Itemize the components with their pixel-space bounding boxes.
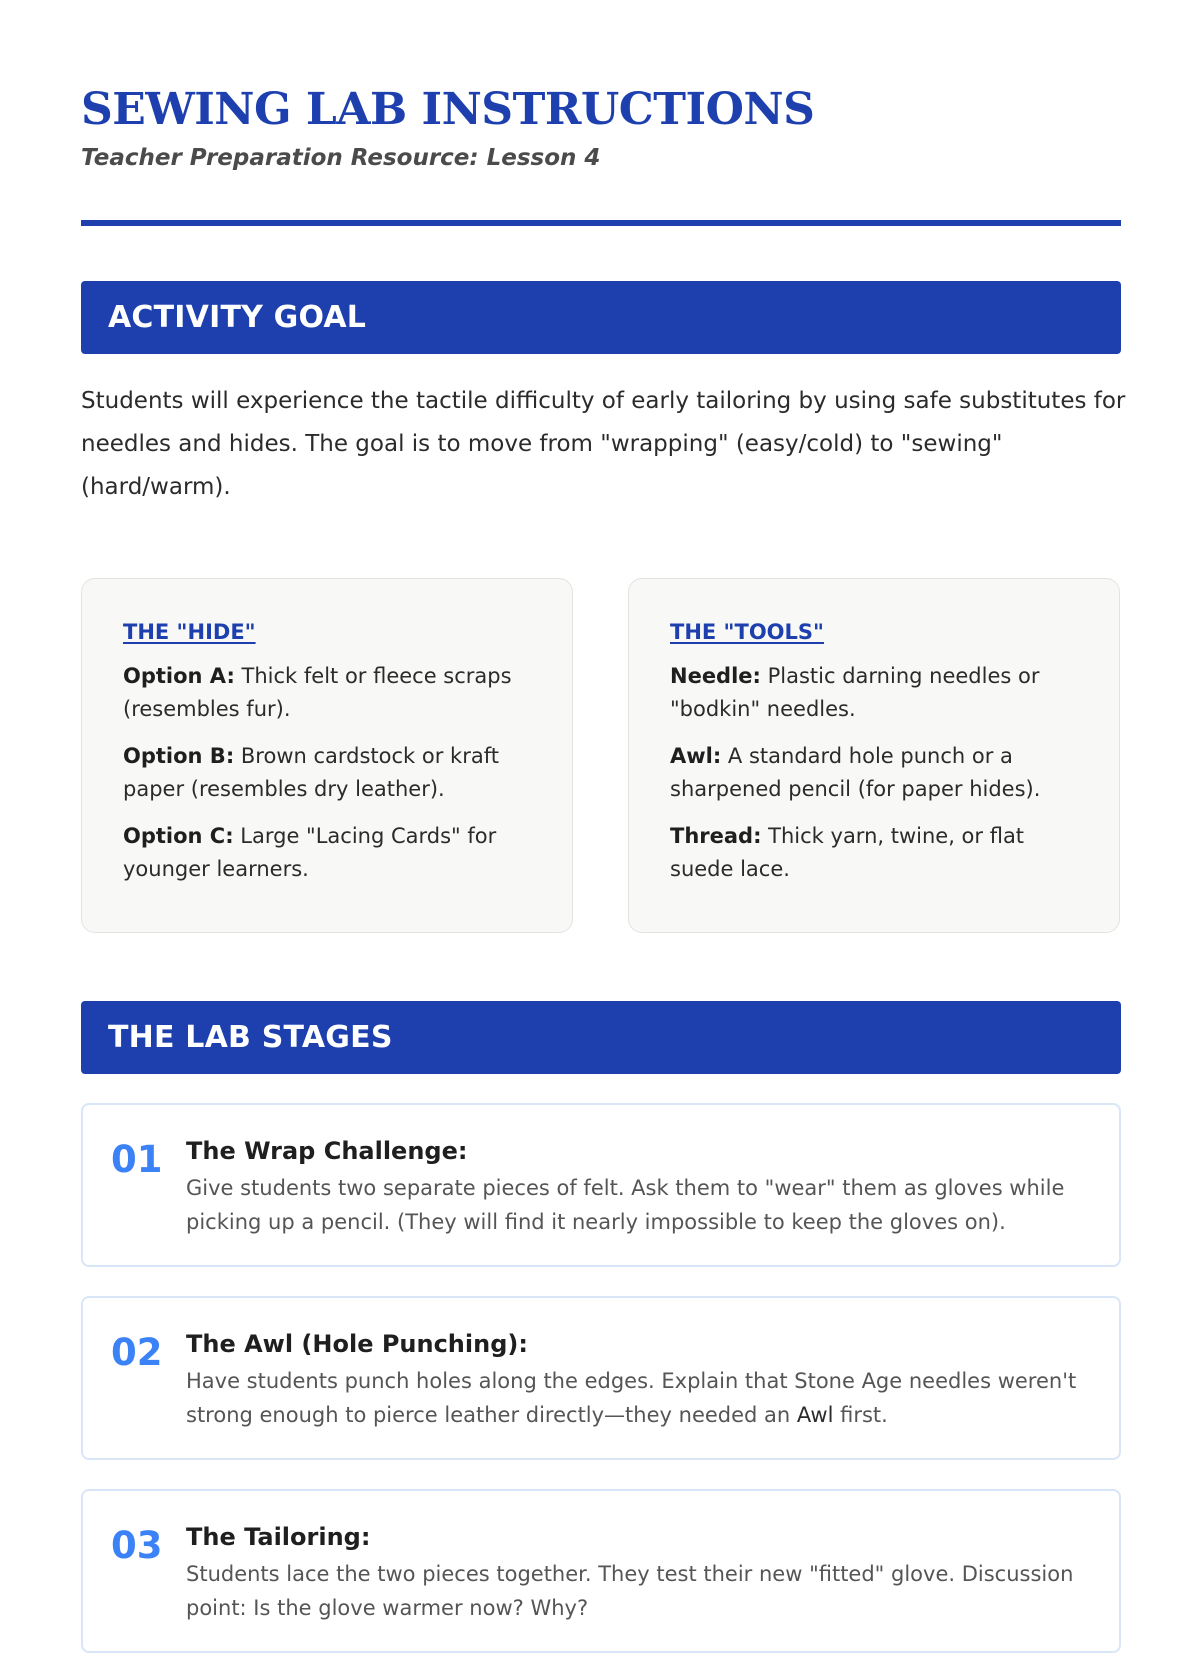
material-item — [123, 820, 534, 886]
stage-title: The Wrap Challenge: — [186, 1137, 468, 1165]
page-subtitle: Teacher Preparation Resource: Lesson 4 — [81, 145, 601, 171]
stage-card — [81, 1296, 1121, 1460]
stage-number: 03 — [111, 1524, 163, 1567]
section-heading: ACTIVITY GOAL — [108, 300, 367, 335]
material-item — [123, 740, 534, 806]
stage-body — [186, 1523, 1086, 1625]
material-item — [670, 820, 1081, 886]
material-description: Large "Lacing Cards" for younger learners. — [123, 824, 497, 881]
stage-number: 01 — [111, 1138, 163, 1181]
stage-body — [186, 1330, 1086, 1432]
material-description: Thick yarn, twine, or flat suede lace. — [670, 824, 1025, 881]
material-item — [123, 660, 534, 726]
material-label: Option B: — [123, 744, 235, 768]
material-label: Needle: — [670, 664, 761, 688]
stage-description: Students lace the two pieces together. They test their new "fitted" glove. Discussion point: Is the glove warmer now? Why? — [186, 1562, 1074, 1620]
material-description: Brown cardstock or kraft paper (resembles dry leather). — [123, 744, 499, 801]
stage-emphasis: Awl — [796, 1403, 834, 1427]
tools-materials-card — [628, 578, 1120, 933]
material-label: Thread: — [670, 824, 762, 848]
stage-title: The Awl (Hole Punching): — [186, 1330, 528, 1358]
hide-materials-card — [81, 578, 573, 933]
material-description: A standard hole punch or a sharpened pencil (for paper hides). — [670, 744, 1041, 801]
stage-description: Give students two separate pieces of felt. Ask them to "wear" them as gloves while picking up a pencil. (They will find it nearly impossible to keep the gloves on). — [186, 1176, 1065, 1234]
material-description: Plastic darning needles or "bodkin" needles. — [670, 664, 1040, 721]
card-heading: THE "TOOLS" — [670, 620, 824, 644]
activity-goal-header — [81, 281, 1121, 354]
stage-number: 02 — [111, 1331, 163, 1374]
stage-title: The Tailoring: — [186, 1523, 371, 1551]
material-item — [670, 660, 1081, 726]
title-divider — [81, 220, 1121, 226]
lab-stages-header — [81, 1001, 1121, 1074]
stage-card — [81, 1103, 1121, 1267]
stage-description-text: first. — [833, 1403, 888, 1427]
stage-body — [186, 1137, 1086, 1239]
card-heading: THE "HIDE" — [123, 620, 256, 644]
material-description: Thick felt or fleece scraps (resembles fur). — [123, 664, 512, 721]
stage-description — [186, 1364, 1086, 1432]
material-label: Option A: — [123, 664, 235, 688]
material-item — [670, 740, 1081, 806]
stage-card — [81, 1489, 1121, 1653]
material-label: Option C: — [123, 824, 234, 848]
material-label: Awl: — [670, 744, 722, 768]
stage-description-text: Have students punch holes along the edges. Explain that Stone Age needles weren't strong enough to pierce leather directly—they needed an — [186, 1369, 1077, 1427]
activity-goal-text: Students will experience the tactile difficulty of early tailoring by using safe substitutes for needles and hides. The goal is to move from "wrapping" (easy/cold) to "sewing" (hard/warm). — [81, 388, 1126, 500]
page-title: SEWING LAB INSTRUCTIONS — [81, 84, 815, 135]
section-heading: THE LAB STAGES — [108, 1020, 393, 1055]
